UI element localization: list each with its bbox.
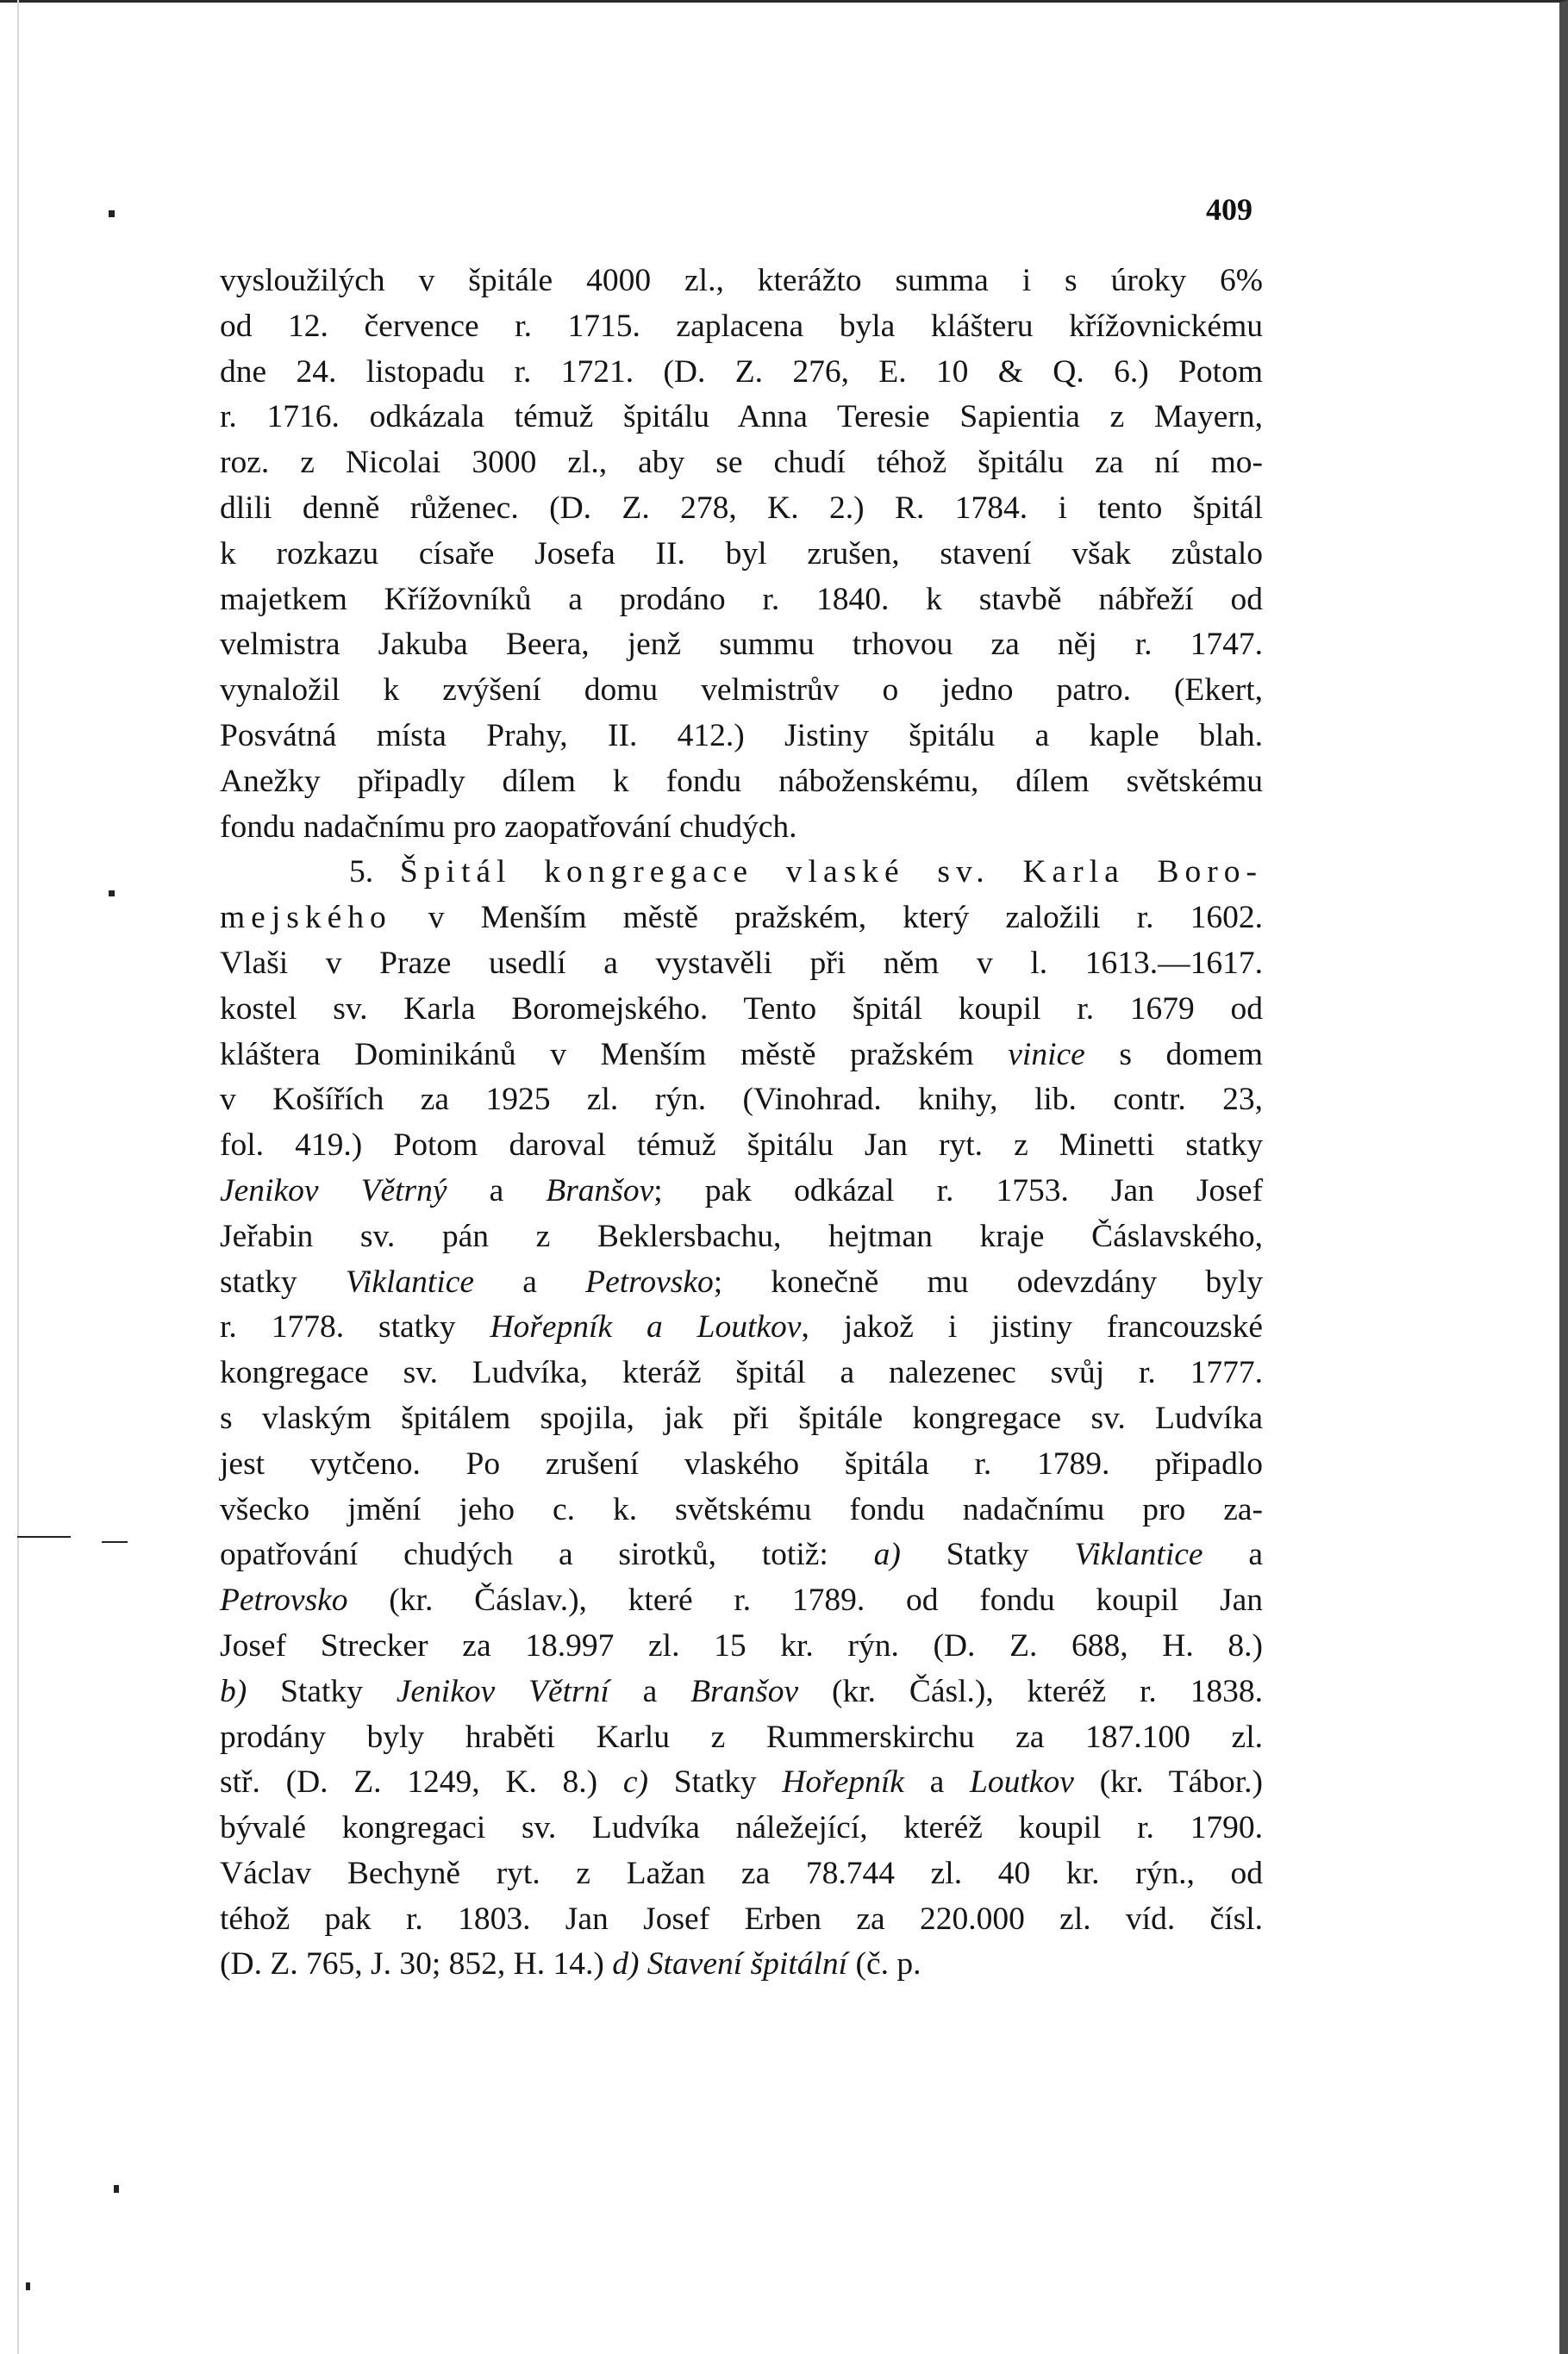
text-line: majetkem Křížovníků a prodáno r. 1840. k stavbě nábřeží od <box>220 581 1263 617</box>
italic-text: Petrovsko <box>220 1583 348 1619</box>
text-segment: a <box>903 1764 971 1801</box>
text-line: Václav Bechyně ryt. z Lažan za 78.744 zl. 40 kr. rýn., od <box>220 1855 1263 1891</box>
text-segment: a <box>474 1264 586 1300</box>
spaced-heading: Špitál kongregace vlaské sv. Karla Boro- <box>399 854 1264 890</box>
text-line: kongregace sv. Ludvíka, kteráž špitál a nalezenec svůj r. 1777. <box>220 1355 1263 1391</box>
italic-text: Viklantice <box>1074 1537 1203 1573</box>
text-segment: ; konečně mu odevzdány byly <box>713 1264 1264 1300</box>
text-line: jest vytčeno. Po zrušení vlaského špitála r. 1789. připadlo <box>220 1445 1263 1482</box>
margin-mark <box>26 2282 30 2290</box>
text-line: r. 1716. odkázala témuž špitálu Anna Teresie Sapientia z Mayern, <box>220 399 1263 435</box>
text-line: Josef Strecker za 18.997 zl. 15 kr. rýn. (D. Z. 688, H. 8.) <box>220 1627 1263 1664</box>
text-segment: a <box>447 1172 547 1208</box>
text-line: Anežky připadly dílem k fondu náboženskému, dílem světskému <box>220 763 1263 799</box>
text-segment: (kr. Čáslav.), které r. 1789. od fondu koupil Jan <box>347 1583 1263 1619</box>
body-text <box>220 259 1263 1988</box>
text-segment: (kr. Tábor.) <box>1073 1764 1263 1801</box>
text-line: prodány byly hraběti Karlu z Rummerskirchu za 187.100 zl. <box>220 1719 1263 1755</box>
text-line: Posvátná místa Prahy, II. 412.) Jistiny špitálu a kaple blah. <box>220 717 1263 753</box>
text-line <box>220 1760 1263 1806</box>
text-line: velmistra Jakuba Beera, jenž summu trhovou za něj r. 1747. <box>220 627 1263 663</box>
italic-text: Jenikov Větrní <box>396 1673 609 1709</box>
binding-shadow <box>17 0 19 2354</box>
text-line <box>220 1260 1263 1306</box>
italic-text: b) <box>220 1673 247 1709</box>
text-line <box>220 1578 1263 1624</box>
text-line <box>220 1033 1263 1078</box>
text-segment: Statky <box>648 1764 783 1801</box>
text-line: vynaložil k zvýšení domu velmistrův o jedno patro. (Ekert, <box>220 672 1263 709</box>
text-line <box>220 1305 1263 1351</box>
text-line <box>220 1942 1263 1988</box>
italic-text: Viklantice <box>345 1264 475 1300</box>
text-segment: opatřování chudých a sirotků, totiž: <box>220 1537 874 1573</box>
text-line: roz. z Nicolai 3000 zl., aby se chudí téhož špitálu za ní mo- <box>220 445 1263 481</box>
margin-mark <box>114 2185 119 2193</box>
text-segment: statky <box>220 1264 346 1300</box>
text-line <box>220 896 1263 941</box>
text-segment: r. 1778. statky <box>220 1309 490 1346</box>
text-segment: a <box>609 1673 691 1709</box>
page-number: 409 <box>1206 192 1253 227</box>
text-line: Vlaši v Praze usedlí a vystavěli při něm v l. 1613.—1617. <box>220 945 1263 981</box>
italic-text: Branšov <box>546 1172 654 1208</box>
text-segment: 5. <box>349 854 400 890</box>
text-segment: stř. (D. Z. 1249, K. 8.) <box>220 1764 623 1801</box>
margin-mark <box>102 1541 128 1543</box>
italic-text: c) <box>622 1764 649 1801</box>
text-line: bývalé kongregaci sv. Ludvíka náležející, kteréž koupil r. 1790. <box>220 1810 1263 1846</box>
text-segment: s domem <box>1084 1036 1264 1072</box>
margin-mark <box>109 210 115 217</box>
italic-text: vinice <box>1008 1036 1085 1072</box>
text-segment: a <box>1203 1537 1263 1573</box>
text-line: k rozkazu císaře Josefa II. byl zrušen, stavení však zůstalo <box>220 535 1263 571</box>
text-line <box>220 850 1263 896</box>
text-segment: kláštera Dominikánů v Menším městě pražském <box>220 1036 1009 1072</box>
text-segment: (D. Z. 765, J. 30; 852, H. 14.) <box>220 1946 613 1982</box>
italic-text: d) Stavení špitální <box>612 1946 848 1982</box>
text-segment: ; pak odkázal r. 1753. Jan Josef <box>653 1172 1264 1208</box>
text-line: všecko jmění jeho c. k. světskému fondu nadačnímu pro za- <box>220 1491 1263 1527</box>
text-line <box>220 1670 1263 1715</box>
text-line <box>220 1533 1263 1578</box>
text-line: vysloužilých v špitále 4000 zl., kterážto summa i s úroky 6% <box>220 263 1263 298</box>
margin-mark <box>109 890 115 896</box>
italic-text: Loutkov <box>970 1764 1074 1801</box>
italic-text: Hořepník <box>782 1764 904 1801</box>
text-line: s vlaským špitálem spojila, jak při špitále kongregace sv. Ludvíka <box>220 1400 1263 1436</box>
text-line: téhož pak r. 1803. Jan Josef Erben za 220.000 zl. víd. čísl. <box>220 1901 1263 1937</box>
italic-text: Hořepník a Loutkov <box>490 1309 802 1346</box>
text-line: kostel sv. Karla Boromejského. Tento špitál koupil r. 1679 od <box>220 990 1263 1027</box>
text-line: Jeřabin sv. pán z Beklersbachu, hejtman kraje Čáslavského, <box>220 1218 1263 1254</box>
italic-text: a) <box>873 1537 901 1573</box>
text-segment: , jakož i jistiny francouzské <box>801 1309 1263 1346</box>
margin-mark <box>17 1536 71 1538</box>
italic-text: Branšov <box>690 1673 799 1709</box>
italic-text: Petrovsko <box>585 1264 714 1300</box>
text-line: fol. 419.) Potom daroval témuž špitálu Jan ryt. z Minetti statky <box>220 1127 1263 1164</box>
text-line: dlili denně růženec. (D. Z. 278, K. 2.) R. 1784. i tento špitál <box>220 490 1263 526</box>
text-line: dne 24. listopadu r. 1721. (D. Z. 276, E. 10 & Q. 6.) Potom <box>220 353 1263 390</box>
text-segment: v Menším městě pražském, který založili r. 1602. <box>391 900 1263 936</box>
text-line: v Košířích za 1925 zl. rýn. (Vinohrad. knihy, lib. contr. 23, <box>220 1082 1263 1118</box>
text-segment: (č. p. <box>847 1946 921 1982</box>
text-segment: Statky <box>247 1673 397 1709</box>
italic-text: Jenikov Větrný <box>220 1172 447 1208</box>
spaced-heading: mejského <box>220 900 392 936</box>
text-segment: Statky <box>900 1537 1075 1573</box>
text-line: fondu nadačnímu pro zaopatřování chudých. <box>220 809 797 845</box>
text-line: od 12. července r. 1715. zaplacena byla klášteru křížovnickému <box>220 308 1263 344</box>
text-segment: (kr. Čásl.), kteréž r. 1838. <box>798 1673 1263 1709</box>
text-line <box>220 1169 1263 1214</box>
